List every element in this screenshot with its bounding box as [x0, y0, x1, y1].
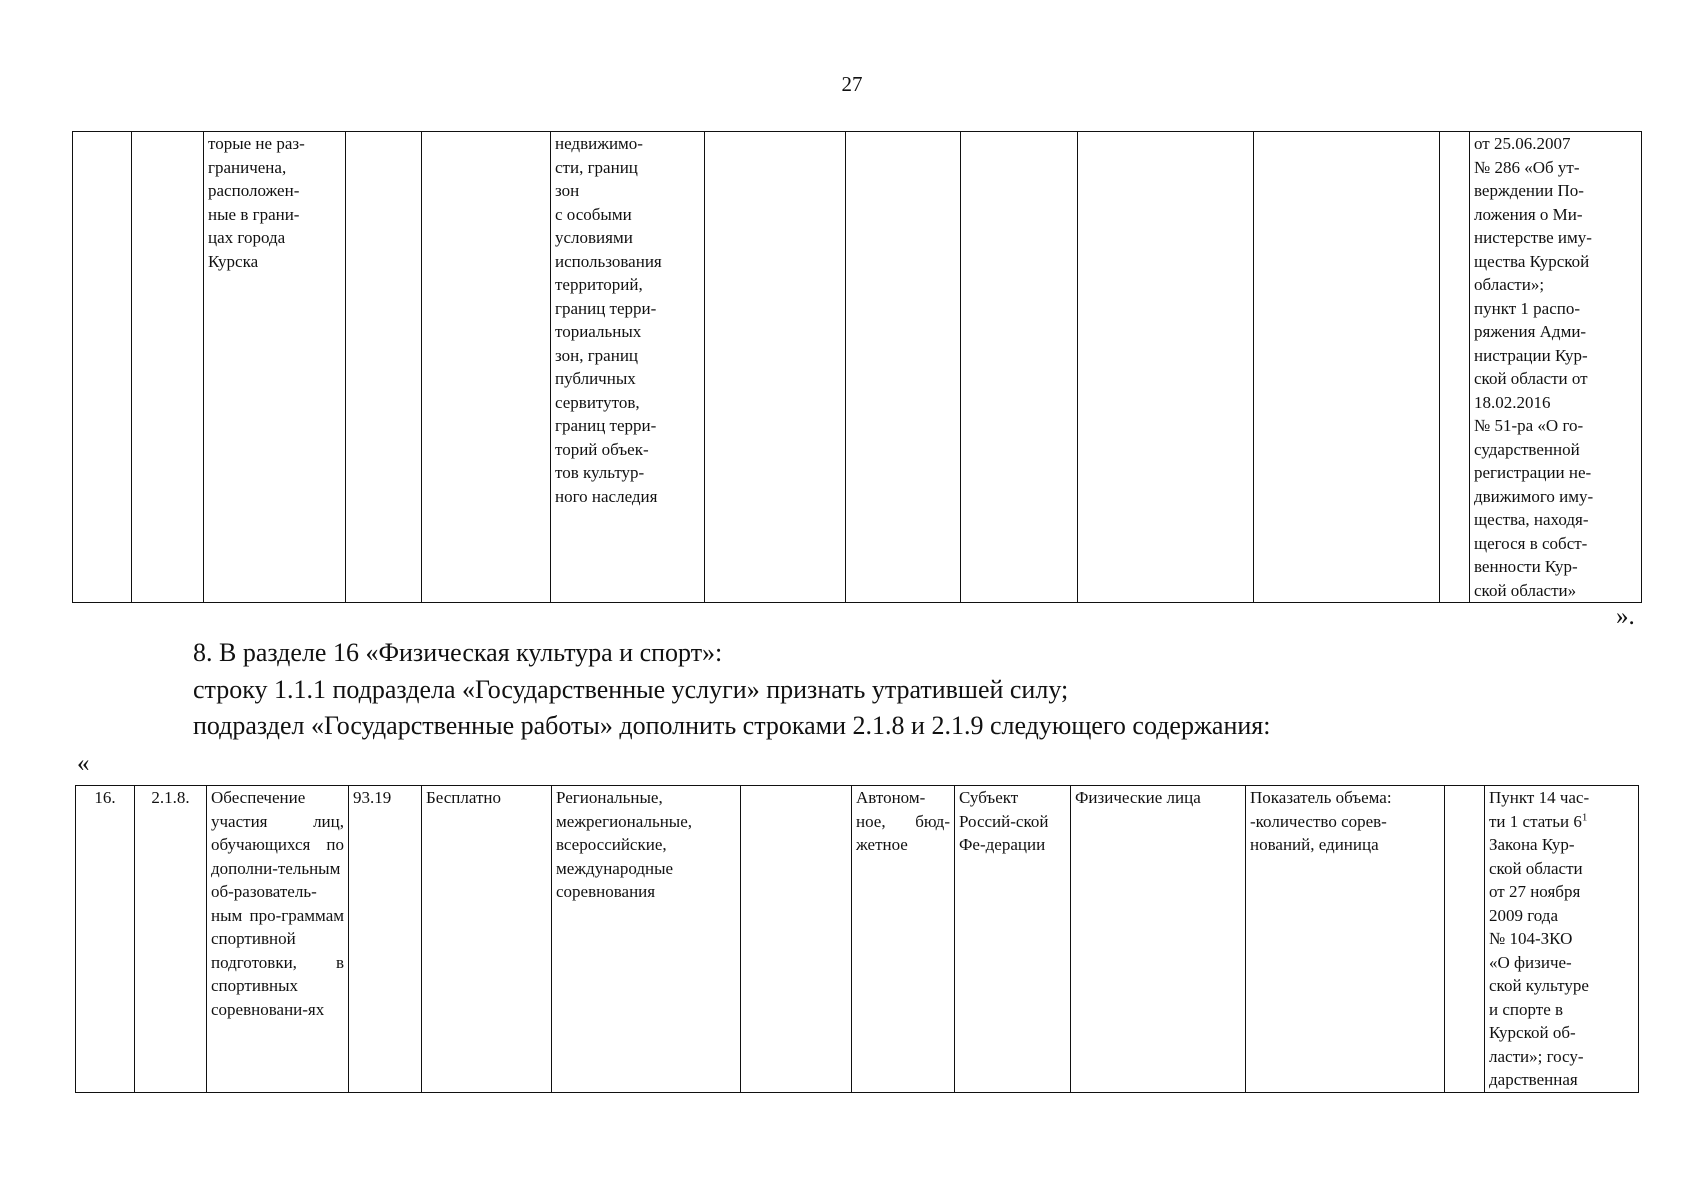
- registry-table-new-rows: [75, 785, 1639, 1093]
- amendment-text-line: строку 1.1.1 подраздела «Государственные услуги» признать утратившей силу;: [193, 675, 1069, 704]
- registry-table-continued: [72, 131, 1642, 603]
- table-cell: [73, 132, 132, 603]
- table-cell: [346, 132, 422, 603]
- table-cell: [1440, 132, 1470, 603]
- table-row: [73, 132, 1642, 603]
- founder-cell: Субъект Россий-ской Фе-дерации: [955, 786, 1071, 1093]
- content-cell: Региональные, межрегиональные, всероссийские, международные соревнования: [552, 786, 741, 1093]
- table-cell: [1078, 132, 1254, 603]
- amendment-text-line: подраздел «Государственные работы» дополнить строками 2.1.8 и 2.1.9 следующего содержания:: [193, 711, 1271, 740]
- extra-cell: [1445, 786, 1485, 1093]
- superscript-mark: 1: [1581, 810, 1588, 823]
- payment-cell: Бесплатно: [422, 786, 552, 1093]
- conditions-cell: [741, 786, 852, 1093]
- table-cell: [132, 132, 204, 603]
- table-cell: от 25.06.2007 № 286 «Об ут- верждении По- ложения о Ми- нистерстве иму- щества Курской области»; пункт 1 распо- ряжения Адми- нистрации Кур- ской области от 18.02.2016 № 51-ра «О го- сударственной регистрации не- движимого иму- щества, находя- щегося в собст- венности Кур- ской области»: [1470, 132, 1642, 603]
- table-cell: [961, 132, 1078, 603]
- table-cell: [846, 132, 961, 603]
- row-code-cell: 2.1.8.: [135, 786, 207, 1093]
- okved-cell: 93.19: [349, 786, 422, 1093]
- indicator-cell: Показатель объема: -количество сорев- нований, единица: [1246, 786, 1445, 1093]
- table-cell: [422, 132, 551, 603]
- work-name-cell: Обеспечение участия лиц, обучающихся по дополни-тельным об-разователь-ным про-граммам спортивной подготовки, в спортивных соревновани-ях: [207, 786, 349, 1093]
- legal-basis-cell: [1485, 786, 1639, 1093]
- consumers-cell: Физические лица: [1071, 786, 1246, 1093]
- closing-quote: ».: [1616, 603, 1635, 630]
- legal-basis-text: Закона Кур- ской области от 27 ноября 2009 года № 104-ЗКО «О физиче- ской культуре и спорте в Курской об- ласти»; госу- дарственная: [1489, 835, 1589, 1089]
- legal-basis-text: Пункт 14 час- ти 1 статьи 6: [1489, 788, 1590, 831]
- table-cell: торые не раз- граничена, расположен- ные в грани- цах города Курска: [204, 132, 346, 603]
- page-number: 27: [841, 72, 863, 96]
- table-cell: [1254, 132, 1440, 603]
- section-amendment-heading: 8. В разделе 16 «Физическая культура и спорт»:: [193, 638, 723, 667]
- institution-type-cell: Автоном-ное, бюд-жетное: [852, 786, 955, 1093]
- opening-quote: «: [77, 750, 90, 777]
- table-cell: недвижимо- сти, границ зон с особыми условиями использования территорий, границ терри- ториальных зон, границ публичных сервитутов, границ терри- торий объек- тов культур- ного наследия: [551, 132, 705, 603]
- table-cell: [705, 132, 846, 603]
- table-row: [76, 786, 1639, 1093]
- section-number-cell: 16.: [76, 786, 135, 1093]
